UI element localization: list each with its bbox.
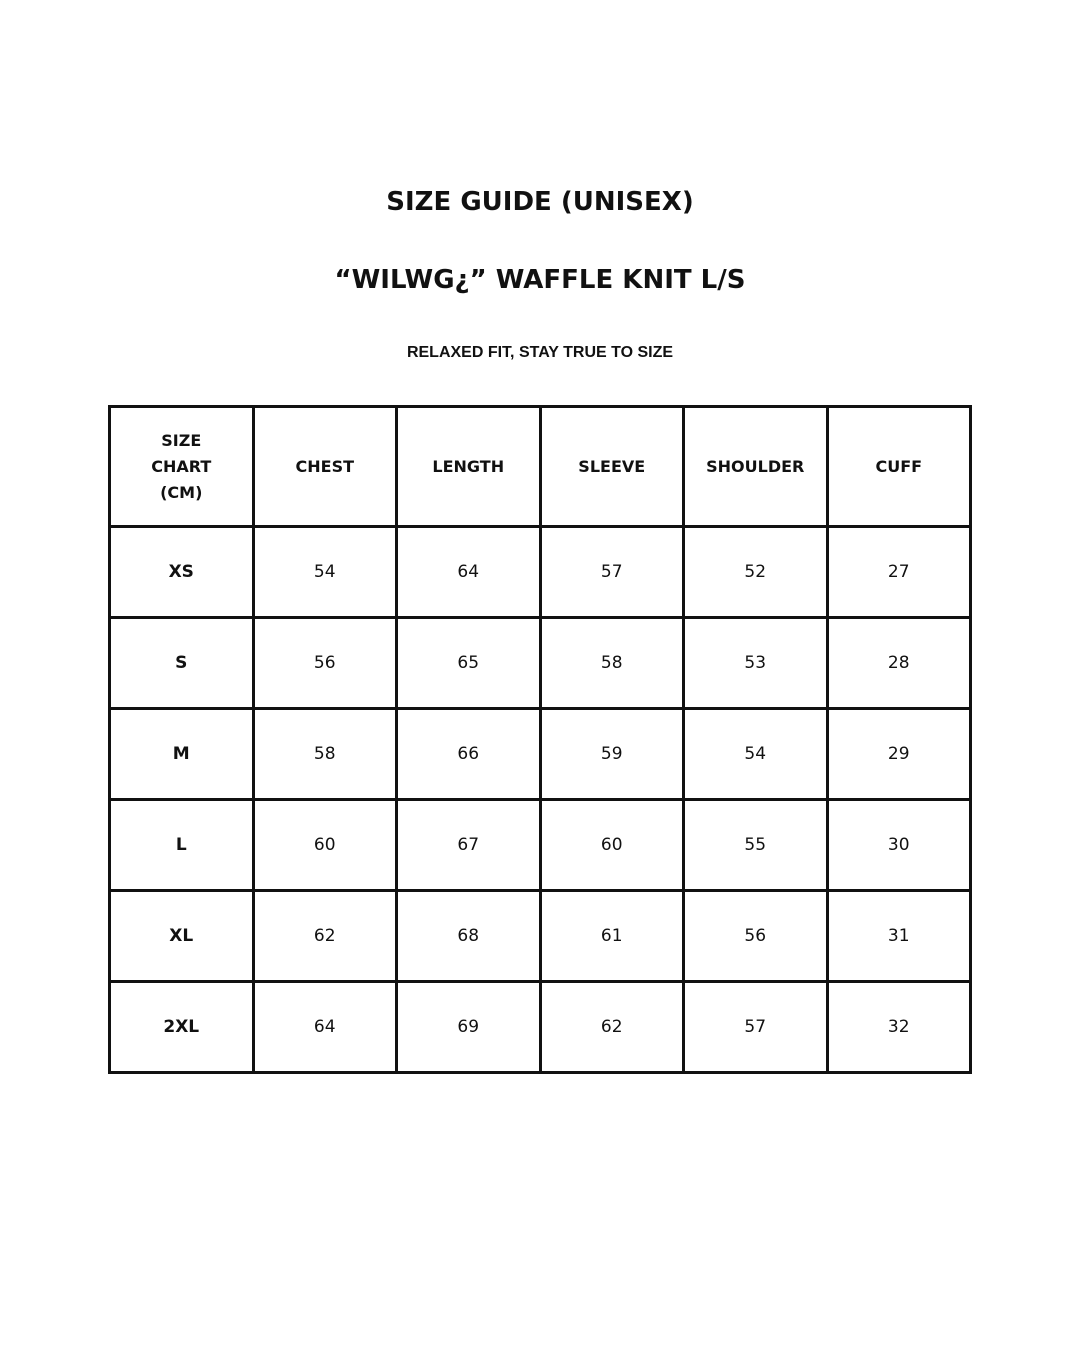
sleeve-value: 59 [540, 709, 684, 800]
corner-label-line: SIZE [161, 430, 202, 450]
length-value: 64 [397, 527, 541, 618]
column-header-chest: CHEST [253, 407, 397, 527]
sleeve-value: 62 [540, 982, 684, 1073]
cuff-value: 31 [827, 891, 971, 982]
size-label: L [110, 800, 254, 891]
chest-value: 64 [253, 982, 397, 1073]
column-header-length: LENGTH [397, 407, 541, 527]
size-chart-table [108, 405, 972, 1074]
shoulder-value: 54 [684, 709, 828, 800]
shoulder-value: 57 [684, 982, 828, 1073]
sleeve-value: 57 [540, 527, 684, 618]
length-value: 69 [397, 982, 541, 1073]
fit-note: RELAXED FIT, STAY TRUE TO SIZE [406, 344, 674, 361]
cuff-value: 32 [827, 982, 971, 1073]
table-header-row [110, 407, 971, 527]
table-row [110, 618, 971, 709]
sleeve-value: 58 [540, 618, 684, 709]
table-row [110, 891, 971, 982]
length-value: 68 [397, 891, 541, 982]
table-row [110, 982, 971, 1073]
shoulder-value: 55 [684, 800, 828, 891]
cuff-value: 29 [827, 709, 971, 800]
chest-value: 60 [253, 800, 397, 891]
chest-value: 62 [253, 891, 397, 982]
size-label: M [110, 709, 254, 800]
chest-value: 56 [253, 618, 397, 709]
size-label: XS [110, 527, 254, 618]
sleeve-value: 61 [540, 891, 684, 982]
table-row [110, 709, 971, 800]
length-value: 65 [397, 618, 541, 709]
shoulder-value: 53 [684, 618, 828, 709]
sleeve-value: 60 [540, 800, 684, 891]
size-label: 2XL [110, 982, 254, 1073]
corner-label-line: CHART [151, 456, 212, 476]
column-header-cuff: CUFF [827, 407, 971, 527]
corner-label-line: (CM) [160, 482, 203, 502]
cuff-value: 30 [827, 800, 971, 891]
column-header-shoulder: SHOULDER [684, 407, 828, 527]
length-value: 66 [397, 709, 541, 800]
size-label: XL [110, 891, 254, 982]
chest-value: 58 [253, 709, 397, 800]
size-label: S [110, 618, 254, 709]
length-value: 67 [397, 800, 541, 891]
cuff-value: 28 [827, 618, 971, 709]
shoulder-value: 56 [684, 891, 828, 982]
size-chart-corner-header [110, 407, 254, 527]
page-title: SIZE GUIDE (UNISEX) [386, 187, 694, 217]
shoulder-value: 52 [684, 527, 828, 618]
chest-value: 54 [253, 527, 397, 618]
table-row [110, 800, 971, 891]
cuff-value: 27 [827, 527, 971, 618]
table-row [110, 527, 971, 618]
product-name: “WILWG¿” WAFFLE KNIT L/S [334, 265, 746, 295]
column-header-sleeve: SLEEVE [540, 407, 684, 527]
